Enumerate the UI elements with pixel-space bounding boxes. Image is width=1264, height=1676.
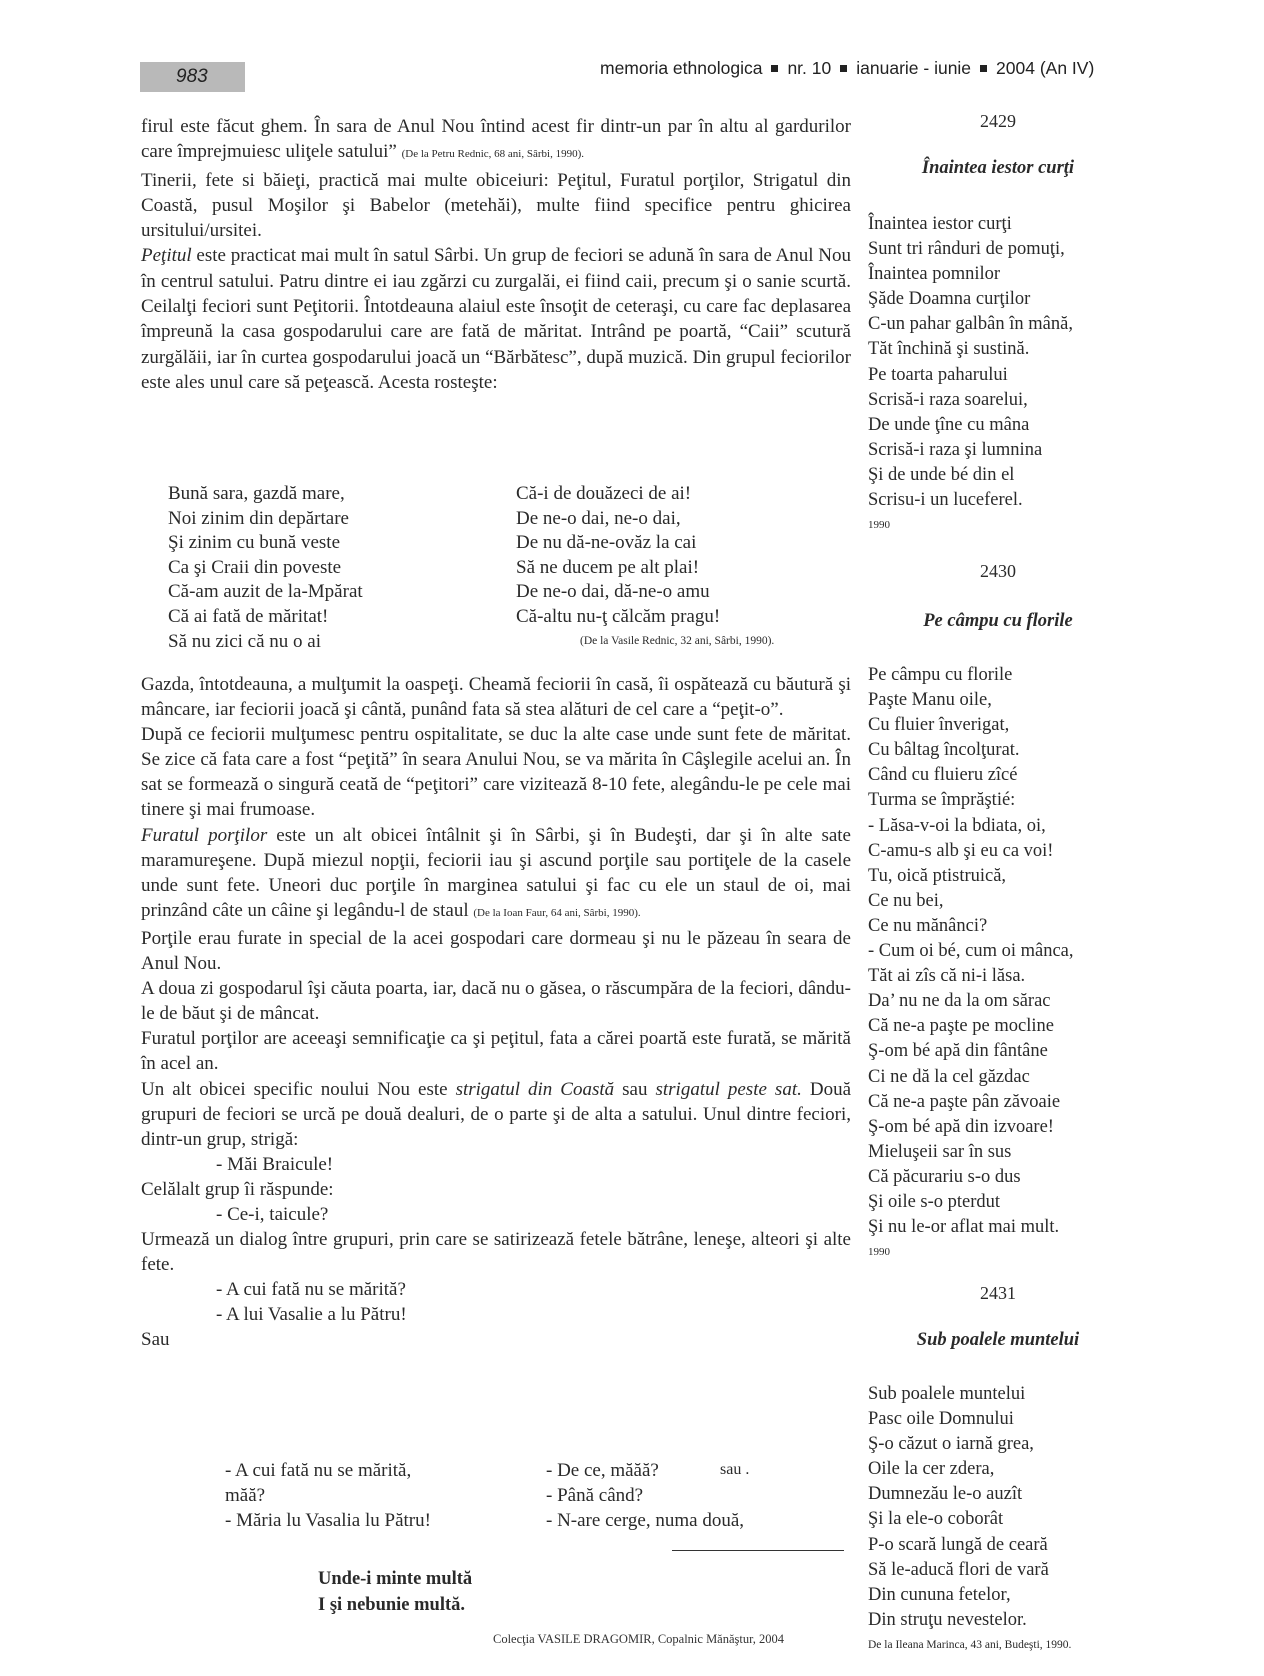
poem-line: Tăt ai zîs că ni-i lăsa. xyxy=(868,966,1026,987)
paragraph: Un alt obicei specific noului Nou este strigatul din Coastă sau strigatul peste sat. Două grupuri de feciori se urcă pe două dealuri, de o parte şi de alta a satului. Unul dintre feciori, dintr-un grup, strigă: xyxy=(141,1078,852,1150)
dialogue-column-a xyxy=(225,1458,431,1533)
verse-line: Că-altu nu-ţ călcăm pragu! xyxy=(516,605,721,627)
page-number: 983 xyxy=(140,62,245,92)
poem-line: Scrisă-i raza şi lumnina xyxy=(868,439,1043,460)
poem-line: Ş-om bé apă din izvoare! xyxy=(868,1116,1054,1137)
sau-small-label: sau . xyxy=(720,1461,750,1478)
poem-line: Din cununa fetelor, xyxy=(868,1584,1011,1605)
verse-line: Că ai fată de măritat! xyxy=(168,605,329,627)
dialogue-line: - De ce, măăă? xyxy=(546,1460,659,1481)
poem-line: - Cum oi bé, cum oi mânca, xyxy=(868,941,1074,962)
poem-year: 1990 xyxy=(868,1246,890,1259)
poem-line: Şi nu le-or aflat mai mult. xyxy=(868,1217,1060,1238)
poem-line: Dumnezău le-o auzît xyxy=(868,1484,1023,1505)
verse-line: Ca şi Craii din poveste xyxy=(168,556,342,578)
bold-verse-line: Unde-i minte multă xyxy=(318,1569,473,1589)
dialogue-line: - Măi Braicule! xyxy=(216,1153,334,1175)
paragraph: Peţitul este practicat mai mult în satul Sârbi. Un grup de feciori se adună în sara de Anul Nou în centrul satului. Patru dintre ei iau zgărzi cu zurgalăi, ei fiind caii, precum şi o sanie scurtă. Ceilalţi feciori sunt Peţitorii. Întotdeauna alaiul este însoţit de ceteraşi, cu care fac deplasarea împreună la casa gospodarului care are fată de măritat. Intrând pe poartă, “Caii” scutură zurgălăii, iar în curtea gospodarului joacă un “Bărbătesc”, după muzică. Din grupul feciorilor este ales unul care să peţească. Acesta rosteşte: xyxy=(141,245,851,393)
paragraph: firul este făcut ghem. În sara de Anul Nou întind acest fir dintr-un par în altu al gardurilor care împrejmuiesc uliţele satului” (De la Petru Rednic, 68 ani, Sârbi, 1990). xyxy=(141,116,851,163)
paragraph: A doua zi gospodarul îşi căuta poarta, iar, dacă nu o găsea, o răscumpăra de la feciori, dându-le de băut şi de mâncat. xyxy=(141,978,851,1025)
poem-source: De la Ileana Marinca, 43 ani, Budeşti, 1990. xyxy=(868,1638,1072,1651)
verse-line: De ne-o dai, dă-ne-o amu xyxy=(516,581,710,603)
paragraph: Tinerii, fete si băieţi, practică mai multe obiceiuri: Peţitul, Furatul porţilor, Strigatul din Coastă, pusul Moşilor şi Babelor (metehăi), multe fiind specifice pentru ghicirea ursitului/ursitei. xyxy=(141,169,851,242)
poem-line: Sub poalele muntelui xyxy=(868,1384,1026,1404)
poem-line: Ş-om bé apă din fântâne xyxy=(868,1041,1048,1062)
poem-line: Înaintea pomnilor xyxy=(868,264,1001,285)
poem-line: Sunt tri rânduri de pomuţi, xyxy=(868,239,1065,260)
poem-line: Scrisu-i un luceferel. xyxy=(868,490,1023,511)
dialogue-line: - Măria lu Vasalia lu Pătru! xyxy=(225,1510,431,1531)
dialogue-line: - Ce-i, taicule? xyxy=(216,1203,329,1225)
verse-line: Că-am auzit de la-Mpărat xyxy=(168,581,363,603)
verse-line: Bună sara, gazdă mare, xyxy=(168,483,345,504)
separator-square-icon xyxy=(771,65,778,72)
poem-line: Turma se împrăştié: xyxy=(868,790,1016,811)
dialogue-line: - A lui Vasalie a lu Pătru! xyxy=(216,1304,407,1326)
poem-line: Pasc oile Domnului xyxy=(868,1409,1014,1430)
poem-line: Cu bâltag încolţurat. xyxy=(868,740,1020,761)
verse-line: Noi zinim din depărtare xyxy=(168,507,349,529)
poem-line: C-un pahar galbân în mână, xyxy=(868,314,1073,335)
verse-line: Să nu zici că nu o ai xyxy=(168,630,322,652)
poem-line: - Lăsa-v-oi la bdiata, oi, xyxy=(868,815,1046,836)
bold-verse xyxy=(318,1566,472,1618)
issue-number: nr. 10 xyxy=(787,58,832,78)
source-citation: (De la Ioan Faur, 64 ani, Sârbi, 1990). xyxy=(473,906,641,919)
poem-title: Sub poalele muntelui xyxy=(916,1330,1080,1350)
verse-source: (De la Vasile Rednic, 32 ani, Sârbi, 1990). xyxy=(580,635,775,647)
dialogue-line: - Până când? xyxy=(546,1485,644,1506)
paragraph: Gazda, întotdeauna, a mulţumit la oaspeţi. Cheamă feciorii în casă, îi ospătează cu băutură şi mâncare, iar feciorii joacă şi cântă, punând fata să stea alături de cel care a “peţit-o”. xyxy=(141,674,851,721)
poem-body xyxy=(868,212,1128,538)
poem-line: Că păcurariu s-o dus xyxy=(868,1166,1021,1187)
separator-square-icon xyxy=(980,65,987,72)
poem-number: 2430 xyxy=(980,561,1016,581)
poem-line: Da’ nu ne da la om sărac xyxy=(868,991,1051,1012)
left-column-text-2 xyxy=(141,672,851,1353)
poem-line: Că ne-a paşte pe mocline xyxy=(868,1016,1054,1037)
poem-body xyxy=(868,1382,1128,1658)
verse-column-a xyxy=(168,482,363,654)
poem-line: Şăde Doamna curţilor xyxy=(868,289,1031,310)
poem-line: Paşte Manu oile, xyxy=(868,690,992,711)
poem-line: Scrisă-i raza soarelui, xyxy=(868,389,1028,410)
poem-title: Înaintea iestor curţi xyxy=(921,158,1075,178)
poem-line: Ce nu mănânci? xyxy=(868,915,988,936)
paragraph: Furatul porţilor are aceeaşi semnificaţie ca şi peţitul, fata a cărei poartă este furată, se mărită în acel an. xyxy=(141,1028,851,1075)
poem-line: Şi la ele-o coborât xyxy=(868,1509,1004,1530)
poem-number: 2431 xyxy=(980,1283,1016,1303)
poem-line: Ci ne dă la cel găzdac xyxy=(868,1066,1030,1087)
poem-year: 1990 xyxy=(868,519,890,532)
verse-line: Şi zinim cu bună veste xyxy=(168,532,341,554)
poem-line: Tu, oică ptistruică, xyxy=(868,865,1007,886)
poem-title: Pe câmpu cu florile xyxy=(923,611,1073,631)
poem-line: Să le-aducă flori de vară xyxy=(868,1559,1049,1580)
paragraph: După ce feciorii mulţumesc pentru ospitalitate, se duc la alte case unde sunt fete de măritat. Se zice că fata care a fost “peţită” în seara Anului Nou, se va mărita în Câşlegile acelui an. În sat se formează o singură ceată de “peţitori” care vizitează 8-10 fete, alegându-le pe cele mai tinere şi mai frumoase. xyxy=(141,724,851,821)
verse-line: Că-i de douăzeci de ai! xyxy=(516,483,692,504)
verse-column-b xyxy=(516,482,720,630)
poem-line: P-o scară lungă de ceară xyxy=(868,1534,1048,1555)
footnote-rule xyxy=(672,1550,844,1551)
dialogue-column-b xyxy=(546,1458,744,1533)
poem-line: Ce nu bei, xyxy=(868,890,944,911)
poem-number: 2429 xyxy=(980,111,1016,131)
poem-line: C-amu-s alb şi eu ca voi! xyxy=(868,840,1054,861)
poem-line: Ş-o căzut o iarnă grea, xyxy=(868,1434,1034,1455)
poem-line: De unde ţîne cu mâna xyxy=(868,414,1030,435)
poem-line: Pe câmpu cu florile xyxy=(868,665,1013,685)
dialogue-line: - A cui fată nu se mărită, xyxy=(225,1460,412,1481)
journal-name: memoria ethnologica xyxy=(600,58,763,78)
term-petitul: Peţitul xyxy=(141,245,192,267)
poem-line: Mieluşeii sar în sus xyxy=(868,1141,1012,1162)
verse-line: Să ne ducem pe alt plai! xyxy=(516,556,700,578)
source-citation: (De la Petru Rednic, 68 ani, Sârbi, 1990). xyxy=(401,148,585,161)
dialogue-line: - A cui fată nu se mărită? xyxy=(216,1279,406,1301)
poem-line: Şi de unde bé din el xyxy=(868,464,1015,485)
verse-line: De ne-o dai, ne-o dai, xyxy=(516,507,681,529)
poem-line: Oile la cer zdera, xyxy=(868,1459,995,1480)
poem-line: Pe toarta paharului xyxy=(868,364,1008,385)
running-header xyxy=(600,58,1094,79)
issue-year: 2004 (An IV) xyxy=(996,58,1095,78)
paragraph: Urmează un dialog între grupuri, prin care se satirizează fetele bătrâne, leneşe, alteori şi alte fete. xyxy=(141,1229,851,1276)
sau-label: Sau xyxy=(141,1329,170,1351)
poem-body xyxy=(868,663,1128,1265)
collection-footer: Colecţia VASILE DRAGOMIR, Copalnic Mănăştur, 2004 xyxy=(493,1632,785,1646)
poem-line: Când cu fluieru zîcé xyxy=(868,765,1018,786)
paragraph: Porţile erau furate in special de la acei gospodari care dormeau şi nu le păzeau în seara de Anul Nou. xyxy=(141,927,851,975)
paragraph: Furatul porţilor este un alt obicei întâlnit şi în Sârbi, şi în Budeşti, dar şi în alte sate maramureşene. După miezul nopţii, feciorii iau şi ascund porţile sau portiţele de la casele unde sunt fete. Uneori duc porţile în marginea satului şi fac cu ele un staul de oi, mai prinzând câte un câine şi legându-l de staul (De la Ioan Faur, 64 ani, Sârbi, 1990). xyxy=(141,824,851,921)
separator-square-icon xyxy=(840,65,847,72)
issue-period: ianuarie - iunie xyxy=(856,58,972,78)
poem-line: Din struţu nevestelor. xyxy=(868,1609,1027,1630)
dialogue-line: măă? xyxy=(225,1485,266,1506)
poem-line: Că ne-a paşte pân zăvoaie xyxy=(868,1091,1061,1112)
poem-line: Şi oile s-o pterdut xyxy=(868,1191,1001,1212)
poem-line: Cu fluier înverigat, xyxy=(868,715,1010,736)
term-strigatul-peste-sat: strigatul peste sat. xyxy=(655,1078,802,1100)
left-column-text-1 xyxy=(141,114,851,395)
paragraph: Celălalt grup îi răspunde: xyxy=(141,1178,334,1200)
verse-line: De nu dă-ne-ovăz la cai xyxy=(516,532,697,554)
poem-line: Tăt închină şi sustină. xyxy=(868,339,1030,360)
term-strigatul-din-coasta: strigatul din Coastă xyxy=(455,1078,615,1100)
bold-verse-line: I şi nebunie multă. xyxy=(318,1595,466,1615)
dialogue-line: - N-are cerge, numa două, xyxy=(546,1510,744,1531)
term-furatul-portilor: Furatul porţilor xyxy=(141,824,268,846)
poem-line: Înaintea iestor curţi xyxy=(868,214,1012,234)
